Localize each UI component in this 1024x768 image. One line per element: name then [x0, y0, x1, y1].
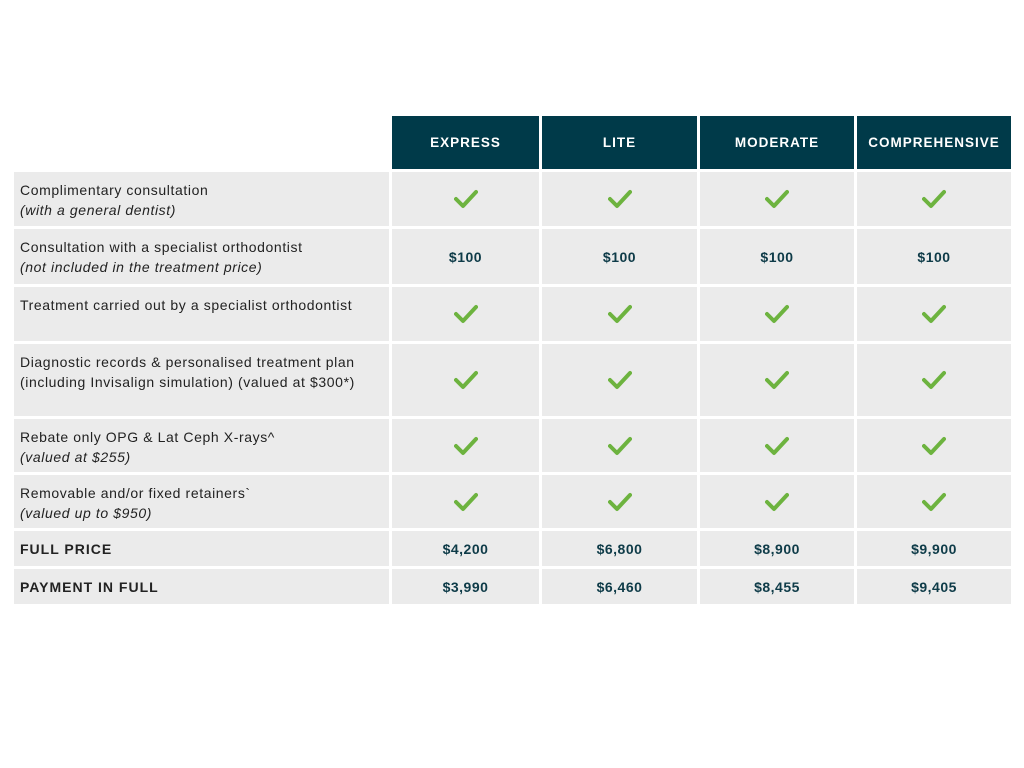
feature-label-main: Complimentary consultation [20, 182, 209, 198]
feature-label [14, 172, 389, 226]
feature-label [14, 344, 389, 416]
plan-header-moderate: MODERATE [700, 116, 854, 169]
feature-cell [542, 419, 697, 472]
check-icon [608, 189, 632, 209]
check-icon [922, 189, 946, 209]
check-icon [454, 492, 478, 512]
feature-label-main: Diagnostic records & personalised treatment plan (including Invisalign simulation) (valued at $300*) [20, 354, 355, 390]
feature-label [14, 419, 389, 472]
feature-cell [700, 344, 854, 416]
feature-cell [700, 287, 854, 341]
check-icon [922, 304, 946, 324]
consultation-price: $100 [542, 229, 697, 284]
payment-in-full-label: PAYMENT IN FULL [14, 569, 389, 604]
feature-label-main: Removable and/or fixed retainers` [20, 485, 251, 501]
check-icon [608, 492, 632, 512]
payment-in-full-value: $6,460 [542, 569, 697, 604]
consultation-price: $100 [700, 229, 854, 284]
check-icon [765, 189, 789, 209]
feature-cell [542, 344, 697, 416]
check-icon [454, 304, 478, 324]
full-price-value: $9,900 [857, 531, 1011, 566]
feature-label [14, 475, 389, 528]
check-icon [454, 189, 478, 209]
feature-cell [857, 172, 1011, 226]
full-price-label: FULL PRICE [14, 531, 389, 566]
consultation-price: $100 [857, 229, 1011, 284]
feature-cell [542, 172, 697, 226]
payment-in-full-value: $3,990 [392, 569, 539, 604]
payment-in-full-value: $9,405 [857, 569, 1011, 604]
check-icon [922, 370, 946, 390]
check-icon [454, 436, 478, 456]
feature-cell [392, 419, 539, 472]
check-icon [765, 492, 789, 512]
feature-cell [857, 419, 1011, 472]
check-icon [922, 436, 946, 456]
full-price-value: $4,200 [392, 531, 539, 566]
check-icon [608, 370, 632, 390]
full-price-value: $8,900 [700, 531, 854, 566]
check-icon [922, 492, 946, 512]
feature-label-sub: (with a general dentist) [20, 202, 177, 218]
feature-cell [392, 287, 539, 341]
feature-cell [700, 172, 854, 226]
consultation-price: $100 [392, 229, 539, 284]
feature-cell [857, 344, 1011, 416]
check-icon [608, 304, 632, 324]
feature-cell [392, 344, 539, 416]
full-price-value: $6,800 [542, 531, 697, 566]
feature-label-sub: (not included in the treatment price) [20, 259, 263, 275]
check-icon [765, 436, 789, 456]
plan-header-lite: LITE [542, 116, 697, 169]
header-blank-cell [14, 116, 389, 169]
feature-cell [392, 172, 539, 226]
feature-cell [542, 475, 697, 528]
check-icon [454, 370, 478, 390]
check-icon [765, 370, 789, 390]
feature-cell [857, 287, 1011, 341]
feature-label-sub: (valued up to $950) [20, 505, 153, 521]
feature-label-main: Treatment carried out by a specialist orthodontist [20, 297, 353, 313]
feature-cell [392, 475, 539, 528]
check-icon [765, 304, 789, 324]
feature-label-main: Rebate only OPG & Lat Ceph X-rays^ [20, 429, 275, 445]
feature-label [14, 229, 389, 284]
feature-label [14, 287, 389, 341]
pricing-comparison-table [14, 116, 1011, 604]
feature-label-main: Consultation with a specialist orthodontist [20, 239, 303, 255]
plan-header-comprehensive: COMPREHENSIVE [857, 116, 1011, 169]
payment-in-full-value: $8,455 [700, 569, 854, 604]
feature-cell [700, 419, 854, 472]
feature-label-sub: (valued at $255) [20, 449, 131, 465]
feature-cell [857, 475, 1011, 528]
check-icon [608, 436, 632, 456]
feature-cell [542, 287, 697, 341]
plan-header-express: EXPRESS [392, 116, 539, 169]
feature-cell [700, 475, 854, 528]
